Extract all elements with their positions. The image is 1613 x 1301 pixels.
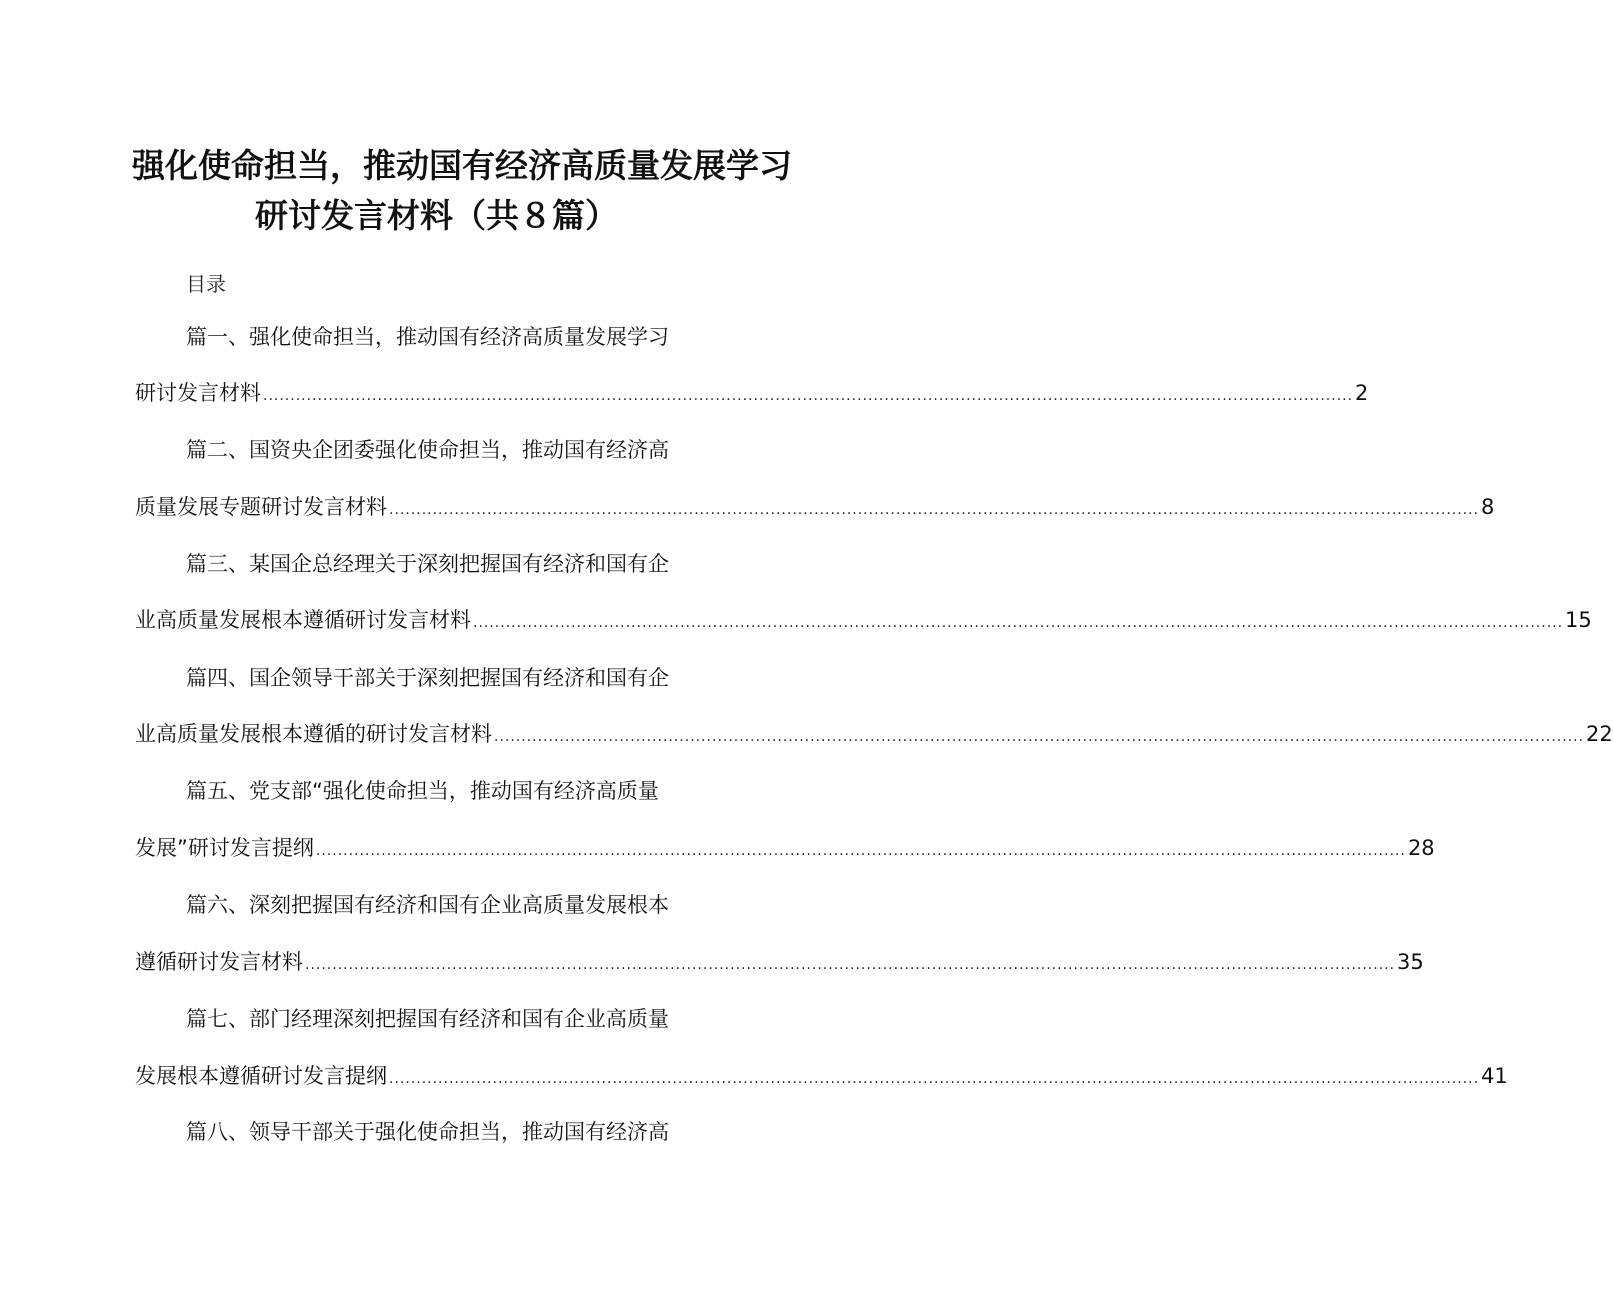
toc-entry-text: 研讨发言材料 [135, 381, 261, 405]
toc-entry-continuation[interactable] [135, 605, 1592, 635]
dot-leader: ........................................................................................................................................................................................................ [389, 502, 1480, 518]
toc-heading: 目录 [186, 272, 226, 296]
toc-entry-title[interactable]: 篇三、某国企总经理关于深刻把握国有经济和国有企 [186, 552, 669, 576]
toc-entry-continuation[interactable] [135, 378, 1369, 408]
toc-entry-text: 发展根本遵循研讨发言提纲 [135, 1064, 387, 1088]
toc-page-number: 28 [1407, 836, 1435, 860]
toc-entry-title[interactable]: 篇六、深刻把握国有经济和国有企业高质量发展根本 [186, 893, 669, 917]
toc-entry-continuation[interactable] [135, 833, 1435, 863]
toc-page-number: 8 [1481, 495, 1495, 519]
dot-leader: ........................................................................................................................................................................................................ [315, 843, 1406, 859]
toc-page-number: 22 [1586, 722, 1613, 746]
toc-entry-text: 发展”研讨发言提纲 [135, 836, 314, 860]
toc-entry-continuation[interactable] [135, 719, 1613, 749]
toc-entry-title[interactable]: 篇八、领导干部关于强化使命担当，推动国有经济高 [186, 1120, 669, 1144]
toc-entry-continuation[interactable] [135, 1061, 1508, 1091]
document-title-line1: 强化使命担当，推动国有经济高质量发展学习 [132, 146, 792, 185]
toc-page-number: 35 [1397, 950, 1424, 974]
dot-leader: ........................................................................................................................................................................................................ [389, 1071, 1480, 1087]
toc-page-number: 41 [1481, 1064, 1508, 1088]
toc-page-number: 15 [1565, 608, 1592, 632]
dot-leader: ........................................................................................................................................................................................................ [305, 957, 1396, 973]
toc-entry-title[interactable]: 篇四、国企领导干部关于深刻把握国有经济和国有企 [186, 666, 669, 690]
toc-entry-continuation[interactable] [135, 947, 1424, 977]
toc-entry-text: 业高质量发展根本遵循的研讨发言材料 [135, 722, 492, 746]
toc-entry-title[interactable]: 篇五、党支部“强化使命担当，推动国有经济高质量 [186, 779, 659, 803]
toc-entry-continuation[interactable] [135, 492, 1495, 522]
toc-entry-text: 质量发展专题研讨发言材料 [135, 495, 387, 519]
document-title-line2: 研讨发言材料（共８篇） [255, 196, 618, 235]
dot-leader: ........................................................................................................................................................................................................ [263, 388, 1354, 404]
toc-entry-title[interactable]: 篇二、国资央企团委强化使命担当，推动国有经济高 [186, 438, 669, 462]
toc-entry-text: 业高质量发展根本遵循研讨发言材料 [135, 608, 471, 632]
dot-leader: ........................................................................................................................................................................................................ [494, 729, 1585, 745]
toc-entry-title[interactable]: 篇七、部门经理深刻把握国有经济和国有企业高质量 [186, 1007, 669, 1031]
dot-leader: ........................................................................................................................................................................................................ [473, 615, 1564, 631]
toc-entry-title[interactable]: 篇一、强化使命担当，推动国有经济高质量发展学习 [186, 325, 669, 349]
toc-page-number: 2 [1355, 381, 1369, 405]
toc-entry-text: 遵循研讨发言材料 [135, 950, 303, 974]
